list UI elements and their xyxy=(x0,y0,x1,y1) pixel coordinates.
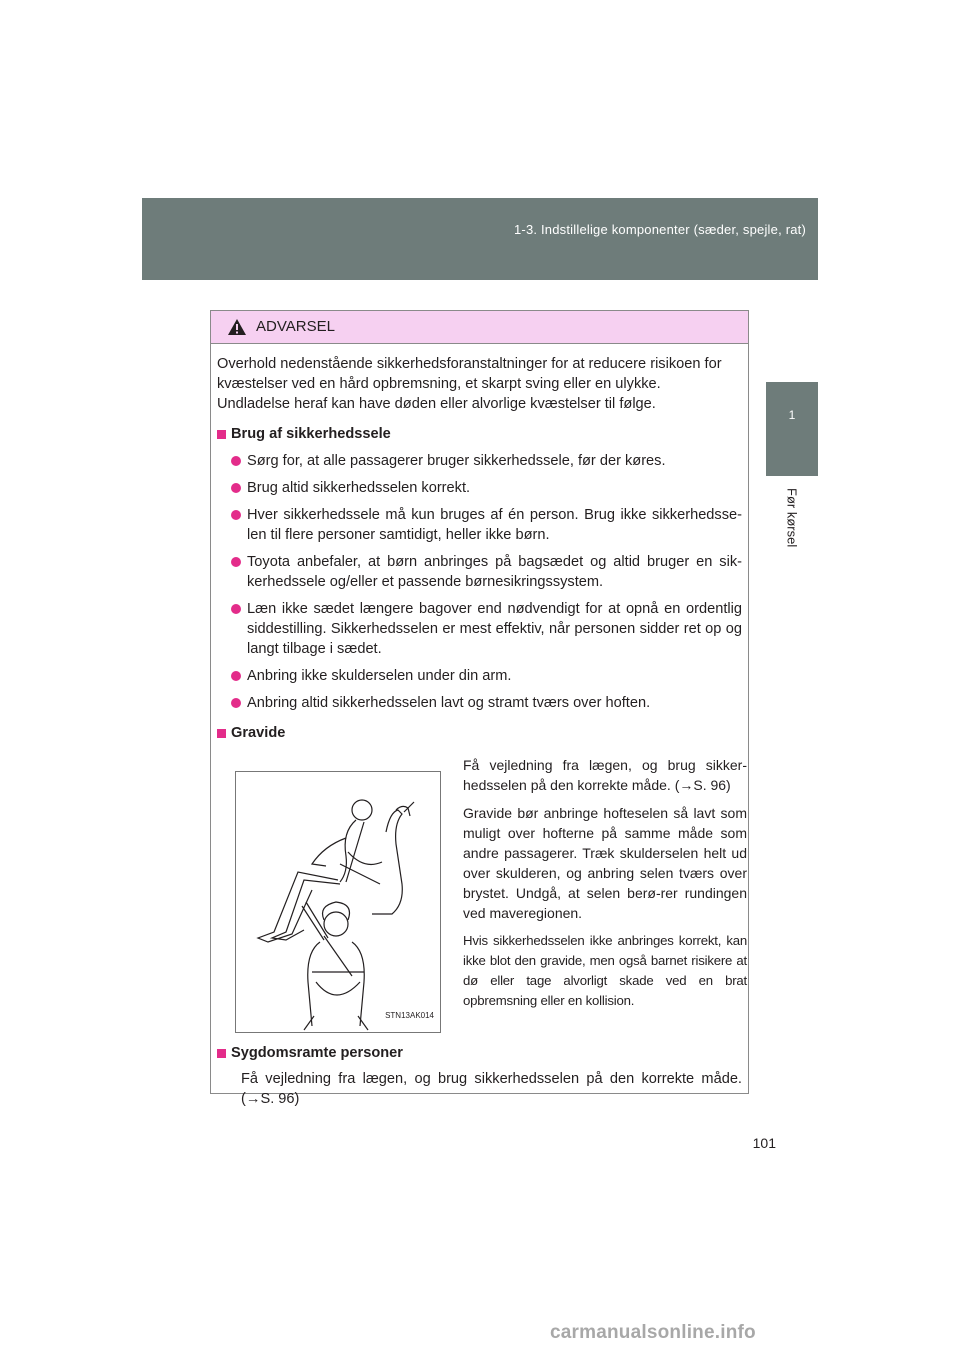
bullet-dot-icon xyxy=(231,698,241,708)
list-item-text: Sørg for, at alle passagerer bruger sikkerhedssele, før der køres. xyxy=(247,453,666,469)
warning-header xyxy=(211,311,748,344)
bullet-dot-icon xyxy=(231,510,241,520)
pregnant-text xyxy=(463,755,747,1019)
section-heading-text: Gravide xyxy=(231,725,286,741)
bullet-dot-icon xyxy=(231,604,241,614)
warning-body xyxy=(211,344,748,1109)
pregnant-paragraph: Gravide bør anbringe hofteselen så lavt som muligt over hofterne på samme måde som andre passagerer. Træk skulderselen helt ud over skulderen, og anbring selen tværs over brystet. Undgå, at selen berø-rer rundingen ved maveregionen. xyxy=(463,805,747,921)
intro-paragraph: Overhold nedenstående sikkerhedsforanstaltninger for at reducere risikoen for kvæstelser ved en hård opbremsning, et skarpt sving eller en ulykke. xyxy=(217,356,722,392)
section-title: 1-3. Indstillelige komponenter (sæder, spejle, rat) xyxy=(513,222,806,237)
list-item-text: Brug altid sikkerhedsselen korrekt. xyxy=(247,480,471,496)
bullet-dot-icon xyxy=(231,483,241,493)
list-item-text: Anbring ikke skulderselen under din arm. xyxy=(247,668,512,684)
list-item xyxy=(217,451,742,471)
section-heading-seatbelt xyxy=(217,424,742,444)
chapter-label xyxy=(778,488,806,578)
watermark: carmanualsonline.info xyxy=(550,1322,756,1343)
square-bullet-icon xyxy=(217,430,226,439)
section-heading-pregnant xyxy=(217,723,742,743)
list-item xyxy=(217,505,742,545)
list-item xyxy=(217,478,742,498)
pregnant-paragraph: Få vejledning fra lægen, og brug sikker-hedsselen på den korrekte måde. (→S. 96) xyxy=(463,757,747,793)
list-item xyxy=(217,666,742,686)
warning-box xyxy=(210,310,749,1107)
warning-title: ADVARSEL xyxy=(256,318,335,335)
section-heading-text: Brug af sikkerhedssele xyxy=(231,426,391,442)
list-item-text: Læn ikke sædet længere bagover end nødvendigt for at opnå en ordentlig siddestilling. Sikkerhedsselen er mest effektiv, når personen sidder ret op og langt tilbage i sædet. xyxy=(247,601,742,657)
chapter-number: 1 xyxy=(788,408,796,422)
intro-paragraph: Undladelse heraf kan have døden eller alvorlige kvæstelser til følge. xyxy=(217,396,656,412)
warning-triangle-icon xyxy=(227,318,247,336)
square-bullet-icon xyxy=(217,1049,226,1058)
list-item xyxy=(217,552,742,592)
square-bullet-icon xyxy=(217,729,226,738)
seated-woman-illustration xyxy=(236,772,440,1032)
section-header-bar xyxy=(142,198,818,280)
pregnant-section xyxy=(217,747,747,1033)
page-number: 101 xyxy=(752,1135,776,1151)
bullet-dot-icon xyxy=(231,456,241,466)
chapter-tab xyxy=(766,382,818,476)
pregnant-paragraph: Hvis sikkerhedsselen ikke anbringes korrekt, kan ikke blot den gravide, men også barnet risikere at dø eller tage alvorligt skade ved en brat opbremsning eller en kollision. xyxy=(463,933,747,1008)
ill-persons-text: Få vejledning fra lægen, og brug sikkerhedsselen på den korrekte måde. (→S. 96) xyxy=(241,1071,742,1107)
illustration-code: STN13AK014 xyxy=(385,1011,434,1020)
warning-intro xyxy=(217,354,742,414)
list-item-text: Anbring altid sikkerhedsselen lavt og stramt tværs over hoften. xyxy=(247,695,651,711)
chapter-label-text: Før kørsel xyxy=(784,488,800,548)
section-heading-text: Sygdomsramte personer xyxy=(231,1045,403,1061)
list-item-text: Toyota anbefaler, at børn anbringes på bagsædet og altid bruger en sik-kerhedssele og/eller et passende børnesikringssystem. xyxy=(247,554,742,590)
bullet-dot-icon xyxy=(231,671,241,681)
bullet-dot-icon xyxy=(231,557,241,567)
section-heading-ill xyxy=(217,1043,742,1063)
list-item xyxy=(217,599,742,659)
list-item xyxy=(217,693,742,713)
pregnant-seatbelt-illustration xyxy=(235,771,441,1033)
list-item-text: Hver sikkerhedssele må kun bruges af én person. Brug ikke sikkerhedsse-len til flere personer samtidigt, heller ikke børn. xyxy=(247,507,742,543)
